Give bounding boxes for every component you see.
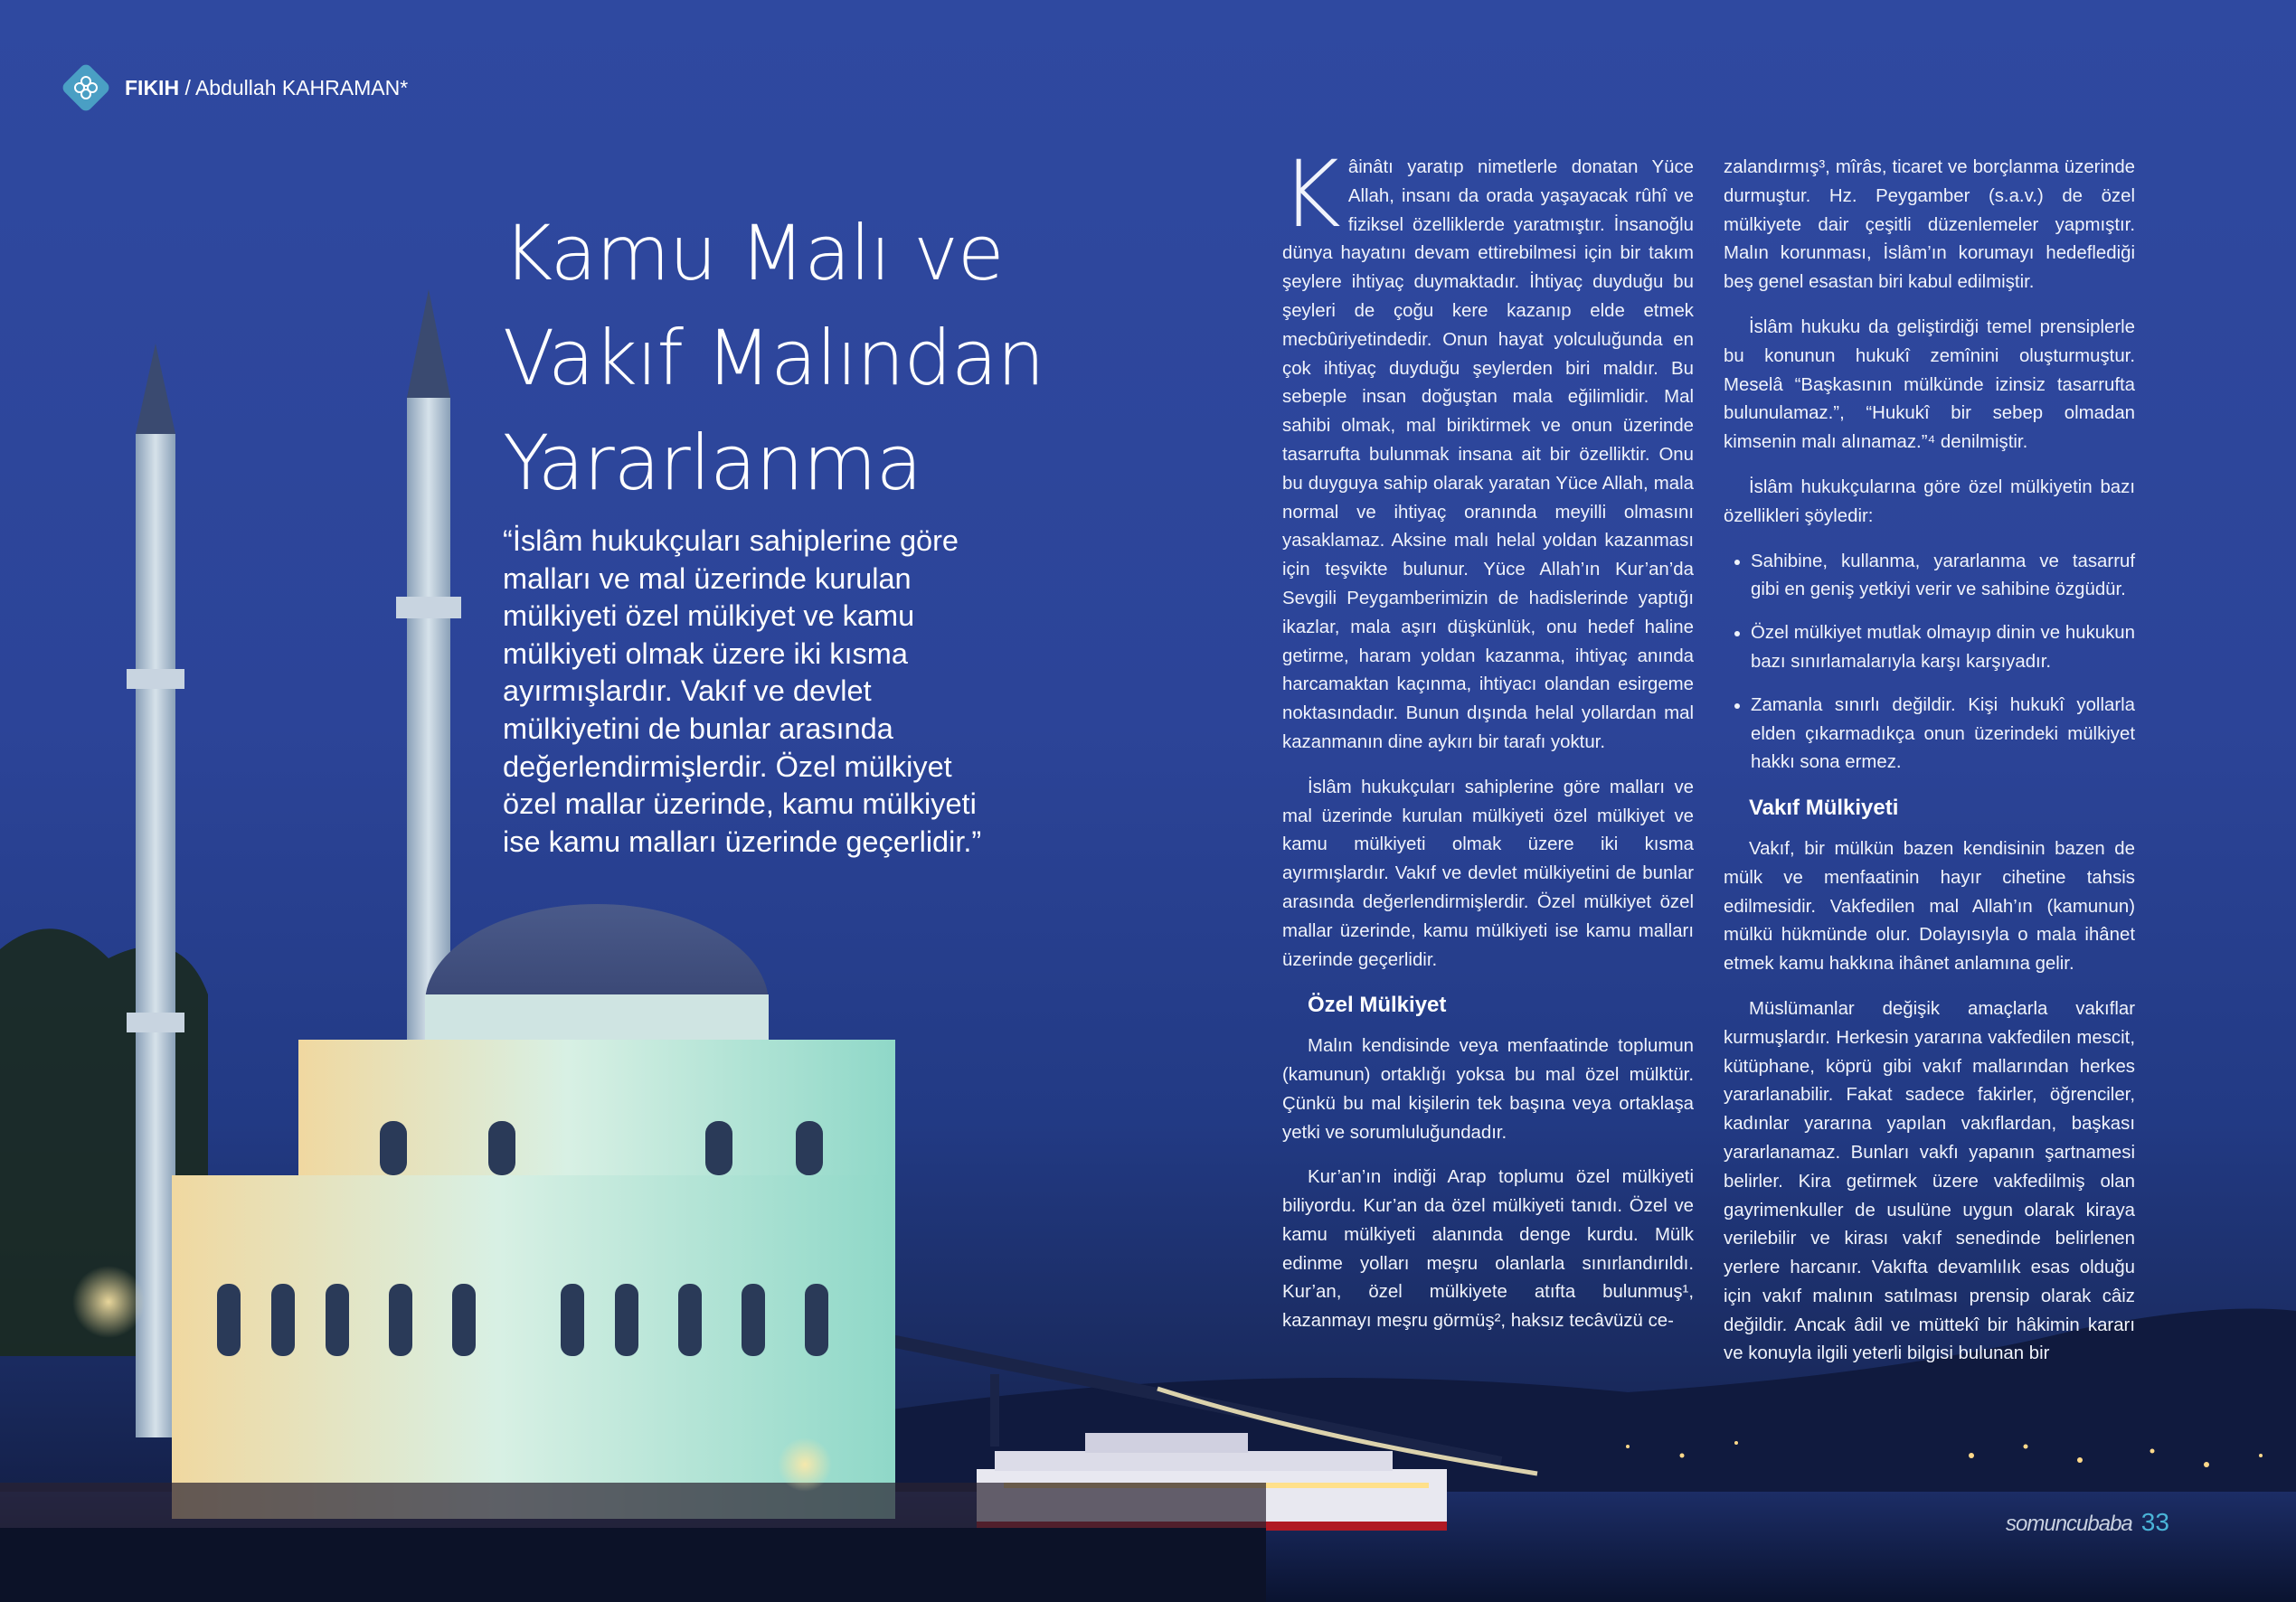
paragraph-6: İslâm hukuku da geliştirdiği temel prensiplerle bu konunun hukukî zemînini oluşturmuştur. Meselâ “Başkasının mülkünde izinsiz tasarrufta bulunulamaz.”, “Hukukî bir sebep olmadan kimsenin malı alınamaz.”⁴ denilmiştir. [1724,316,2135,453]
title-line-1: Kamu Malı ve [503,209,1004,297]
section-header [60,58,408,118]
title-line-3: Yararlanma [503,419,922,507]
title-line-2: Vakıf Malından [503,314,1044,402]
features-list [1724,548,2135,778]
paragraph-2: İslâm hukukçuları sahiplerine göre malları ve mal üzerinde kurulan mülkiyeti özel mülkiyet ve kamu mülkiyeti olmak üzere iki kısma ayırmışlardır. Vakıf ve devlet mülkiyetini de bunlar arasında değerlendirmişlerdir. Özel mülkiyet özel mallar üzerinde, kamu mülkiyeti ise kamu malları üzerinde geçerlidir. [1282,777,1694,970]
magazine-brand: somuncubaba [2006,1512,2132,1536]
page-footer [2006,1508,2169,1537]
intro-text: âinâtı yaratıp nimetlerle donatan Yüce Allah, insanı da orada yaşayacak rûhî ve fiziksel özelliklerde yaratmıştır. İnsanoğlu dünya hayatını devam ettirebilmesi için bir takım şeylere ihtiyaç duymaktadır. İhtiyaç duyduğu bu şeyleri de çoğu kere kazanıp elde etmek mecbûriyetindedir. Onun hayat yolculuğunda en çok ihtiyaç duyduğu şeylerden biri maldır. Bu sebeple insan doğuştan mala eğilimlidir. Mal sahibi olmak, mal biriktirmek ve onun üzerinde tasarrufta bulunmak insana ait bir özelliktir. Onu bu duyguya sahip olarak yaratan Yüce Allah, mala normal ve ihtiyaç oranında meyilli olmasını yasaklamaz. Aksine malı helal yoldan kazanması için teşvikte bulunur. Yüce Allah’ın Kur’an’da Sevgili Peygamberimizin de hadislerinde yaptığı ikazlar, mala aşırı düşkünlük, onu hedef haline getirme, haram yoldan kazanma, ihtiyaç anında harcamaktan kaçınma, ihtiyacı olandan esirgeme noktasındadır. Bunun dışında helal yollardan mal kazanmanın dine aykırı bir tarafı yoktur. [1282,157,1694,752]
text-column-left [1280,141,1694,1352]
paragraph-3: Malın kendisinde veya menfaatinde toplumun (kamunun) ortaklığı yoksa bu mal özel mülktür. Çünkü bu mal kişilerin tek başına veya ortaklaşa yetki ve sorumluluğundadır. [1282,1036,1694,1143]
heading-ozel-mulkiyet: Özel Mülkiyet [1308,993,1447,1018]
heading-vakif-mulkiyeti: Vakıf Mülkiyeti [1749,796,1899,821]
pull-quote: “İslâm hukukçuları sahiplerine göre malları ve mal üzerinde kurulan mülkiyeti özel mülkiyet ve kamu mülkiyeti olmak üzere iki kısma ayırmışlardır. Vakıf ve devlet mülkiyetini de bunlar arasında değerlendirmişlerdir. Özel mülkiyet özel mallar üzerinde, kamu mülkiyeti ise kamu malları üzerinde geçerlidir.” [503,524,982,858]
list-item: • Özel mülkiyet mutlak olmayıp dinin ve hukukun bazı sınırlamalarıyla karşı karşıyadır. [1751,619,2135,677]
paragraph-7: İslâm hukukçularına göre özel mülkiyetin bazı özellikleri şöyledir: [1724,476,2135,526]
list-item: • Zamanla sınırlı değildir. Kişi hukukî yollarla elden çıkarmadıkça onun üzerindeki mülkiyet hakkı sona ermez. [1751,692,2135,777]
author-name: Abdullah KAHRAMAN* [194,75,409,99]
list-item: • Sahibine, kullanma, yararlanma ve tasarruf gibi en geniş yetkiyi verir ve sahibine özgüdür. [1751,548,2135,606]
section-name: FIKIH [125,75,180,99]
diamond-emblem-icon [60,61,112,114]
page-number: 33 [2140,1508,2169,1536]
article-title [503,201,1082,515]
intro-paragraph [1280,141,1694,758]
paragraph-4: Kur’an’ın indiği Arap toplumu özel mülkiyeti biliyordu. Kur’an da özel mülkiyeti tanıdı. Özel ve kamu mülkiyeti alanında denge kurdu. Mülk edinme yolları meşru olanlarla sınırlandırıldı. Kur’an, özel mülkiyete atıfta bulunmuş¹, kazanmayı meşru görmüş², haksız tecâvüzü ce- [1282,1167,1694,1332]
text-column-right [1724,154,2135,1385]
header-separator: / [179,75,195,99]
paragraph-5: zalandırmış³, mîrâs, ticaret ve borçlanma üzerinde durmuştur. Hz. Peygamber (s.a.v.) de özel mülkiyete dair çeşitli düzenlemeler yapmıştır. Malın korunması, İslâm’ın korumayı hedeflediği beş genel esastan biri kabul edilmiştir. [1724,157,2135,293]
paragraph-9: Müslümanlar değişik amaçlarla vakıflar kurmuşlardır. Herkesin yararına vakfedilen mescit, kütüphane, köprü gibi vakıf mallarından herkes yararlanabilir. Fakat sadece fakirler, öğrenciler, kadınlar yararına yapılan vakıflardan, başkası yararlanamaz. Bunları vakfı yapanın şartnamesi belirler. Kira getirmek üzere vakfedilmiş olan gayrimenkuller de usulüne uygun olarak kiraya verilebilir ve kirası vakıf senedinde belirlenen yerlere harcanır. Vakıfta devamlılık esas olduğu için vakıf malının satılması prensip olarak câiz değildir. Ancak âdil ve müttekî bir hâkimin kararı ve konuyla ilgili yeterli bilgisi bulunan bir [1724,998,2135,1364]
paragraph-8: Vakıf, bir mülkün bazen kendisinin bazen de mülk ve menfaatinin hayır cihetine tahsis edilmesidir. Vakfedilen mal Allah’ın (kamunun) mülkü hükmünde olur. Dolayısıyla o mala ihânet etmek kamu hakkına ihânet anlamına gelir. [1724,838,2135,975]
drop-cap: K [1280,141,1341,249]
